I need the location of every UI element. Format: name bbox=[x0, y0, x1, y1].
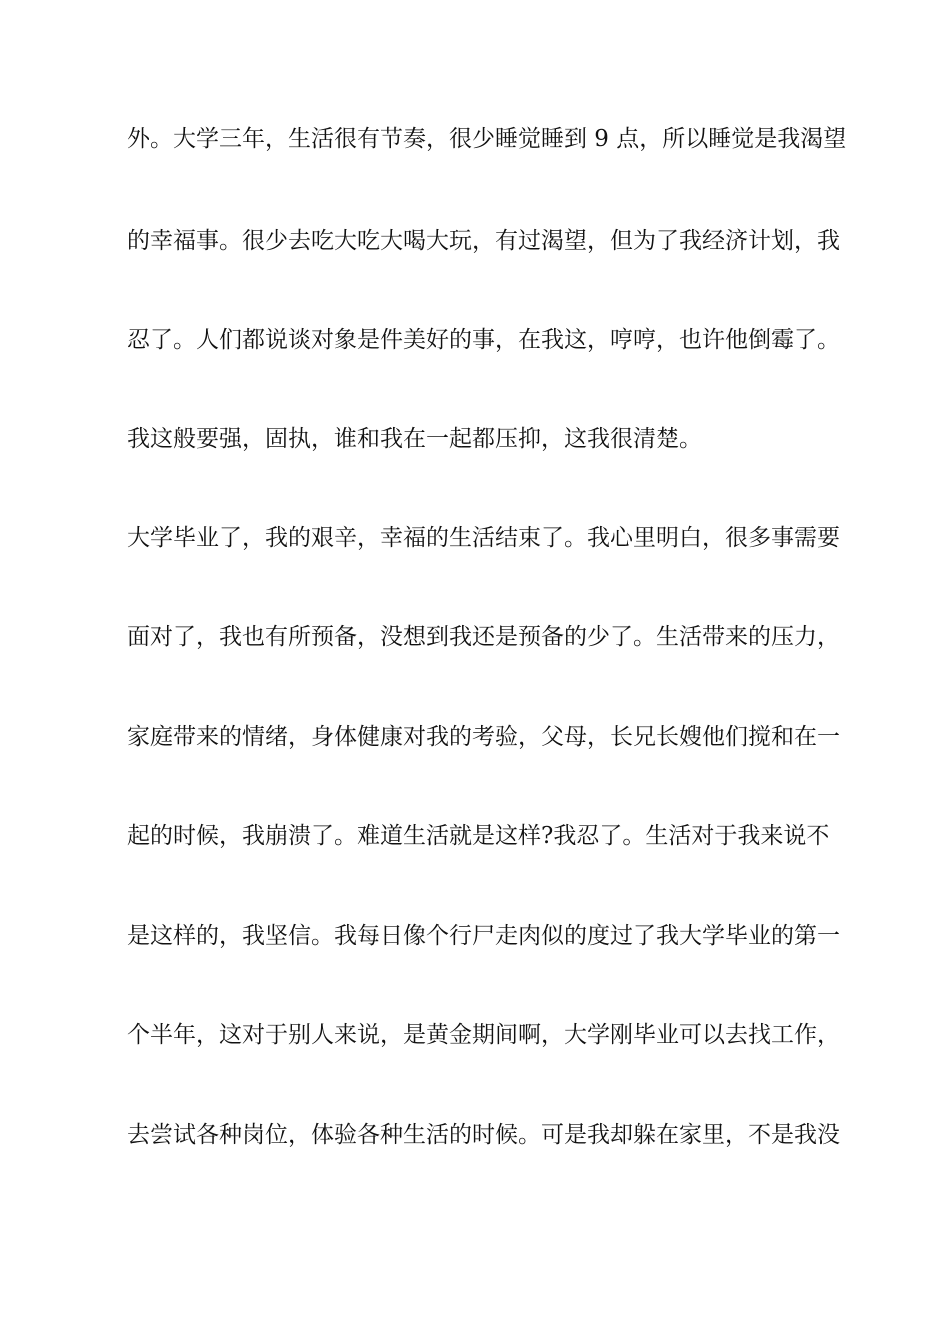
text-line: 去尝试各种岗位，体验各种生活的时候。可是我却躲在家里，不是我没 bbox=[127, 1122, 840, 1148]
text-line: 个半年，这对于别人来说，是黄金期间啊，大学刚毕业可以去找工作， bbox=[127, 1022, 840, 1048]
text-line: 家庭带来的情绪，身体健康对我的考验，父母，长兄长嫂他们搅和在一 bbox=[127, 724, 840, 750]
text-line: 我这般要强，固执，谁和我在一起都压抑，这我很清楚。 bbox=[127, 426, 702, 452]
text-line: 面对了，我也有所预备，没想到我还是预备的少了。生活带来的压力， bbox=[127, 624, 840, 650]
text-line: 的幸福事。很少去吃大吃大喝大玩，有过渴望，但为了我经济计划，我 bbox=[127, 228, 840, 254]
text-line: 外。大学三年，生活很有节奏，很少睡觉睡到 9 点，所以睡觉是我渴望 bbox=[127, 126, 847, 152]
text-line: 是这样的，我坚信。我每日像个行尸走肉似的度过了我大学毕业的第一 bbox=[127, 923, 840, 949]
text-line: 大学毕业了，我的艰辛，幸福的生活结束了。我心里明白，很多事需要 bbox=[127, 525, 840, 551]
text-line: 忍了。人们都说谈对象是件美好的事，在我这，哼哼，也许他倒霉了。 bbox=[127, 327, 840, 353]
text-line: 起的时候，我崩溃了。难道生活就是这样?我忍了。生活对于我来说不 bbox=[127, 823, 830, 849]
